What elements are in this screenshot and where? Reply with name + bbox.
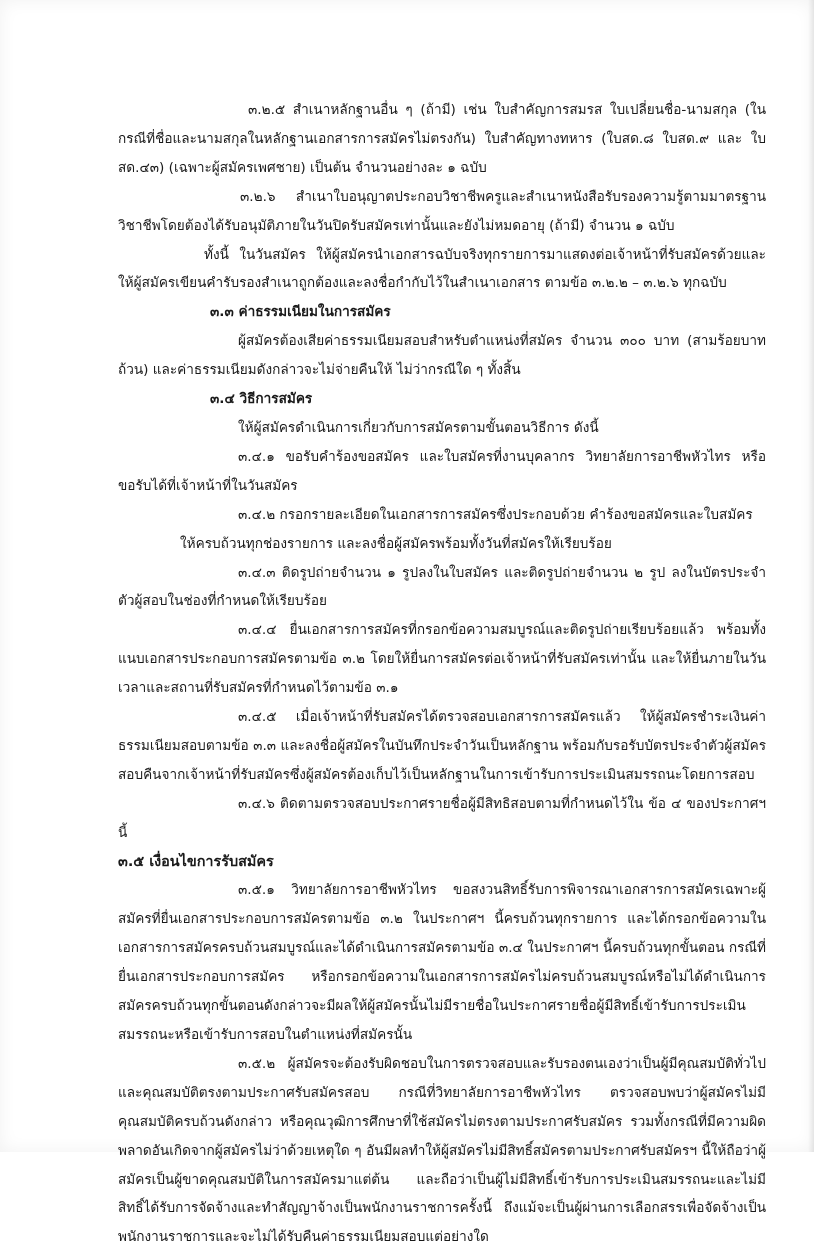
heading-3-5: ๓.๕ เงื่อนไขการรับสมัคร xyxy=(118,853,274,870)
clause-3-5-1: ๓.๕.๑ วิทยาลัยการอาชีพหัวไทร ขอสงวนสิทธิ์รับการพิจารณาเอกสารการสมัครเฉพาะผู้สมัครที่ยื่นเอกสารประกอบการสมัครตามข้อ ๓.๒ ในประกาศฯ นี้ครบถ้วนทุกรายการ และได้กรอกข้อความในเอกสารการสมัครครบถ้วนสมบูรณ์และได้ดำเนินการสมัครตามข้อ ๓.๔ ในประกาศฯ นี้ครบถ้วนทุกขั้นตอน กรณีที่ยื่นเอกสารประกอบการสมัคร หรือกรอกข้อความในเอกสารการสมัครไม่ครบถ้วนสมบูรณ์หรือไม่ได้ดำเนินการสมัครครบถ้วนทุกขั้นตอนดังกล่าวจะมีผลให้ผู้สมัครนั้นไม่มีรายชื่อในประกาศรายชื่อผู้มีสิทธิ์เข้ารับการประเมินสมรรถนะหรือเข้ารับการสอบในตำแหน่งที่สมัครนั้น xyxy=(118,882,766,1043)
document-body xyxy=(118,96,766,1252)
clause-3-4-3: ๓.๔.๓ ติดรูปถ่ายจำนวน ๑ รูปลงในใบสมัคร และติดรูปถ่ายจำนวน ๒ รูป ลงในบัตรประจำตัวผู้สอบในช่องที่กำหนดให้เรียบร้อย xyxy=(118,564,766,610)
heading-3-4: ๓.๔ วิธีการสมัคร xyxy=(210,391,313,408)
clause-3-4-intro: ให้ผู้สมัครดำเนินการเกี่ยวกับการสมัครตามขั้นตอนวิธีการ ดังนี้ xyxy=(238,419,599,436)
clause-3-3-body: ผู้สมัครต้องเสียค่าธรรมเนียมสอบสำหรับตำแหน่งที่สมัคร จำนวน ๓๐๐ บาท (สามร้อยบาทถ้วน) และค่าธรรมเนียมดังกล่าวจะไม่จ่ายคืนให้ ไม่ว่ากรณีใด ๆ ทั้งสิ้น xyxy=(118,333,766,379)
clause-3-5-2: ๓.๕.๒ ผู้สมัครจะต้องรับผิดชอบในการตรวจสอบและรับรองตนเองว่าเป็นผู้มีคุณสมบัติทั่วไปและคุณสมบัติตรงตามประกาศรับสมัครสอบ กรณีที่วิทยาลัยการอาชีพหัวไทร ตรวจสอบพบว่าผู้สมัครไม่มีคุณสมบัติครบถ้วนดังกล่าว หรือคุณวุฒิการศึกษาที่ใช้สมัครไม่ตรงตามประกาศรับสมัคร รวมทั้งกรณีที่มีความผิดพลาดอันเกิดจากผู้สมัครไม่ว่าด้วยเหตุใด ๆ อันมีผลทำให้ผู้สมัครไม่มีสิทธิ์สมัครตามประกาศรับสมัครฯ นี้ให้ถือว่าผู้สมัครเป็นผู้ขาดคุณสมบัติในการสมัครมาแต่ต้น และถือว่าเป็นผู้ไม่มีสิทธิ์เข้ารับการประเมินสมรรถนะและไม่มีสิทธิ์ได้รับการจัดจ้างและทำสัญญาจ้างเป็นพนักงานราชการครั้งนี้ ถึงแม้จะเป็นผู้ผ่านการเลือกสรรเพื่อจัดจ้างเป็นพนักงานราชการและจะไม่ได้รับคืนค่าธรรมเนียมสอบแต่อย่างใด xyxy=(118,1055,766,1246)
clause-3-4-5: ๓.๔.๕ เมื่อเจ้าหน้าที่รับสมัครได้ตรวจสอบเอกสารการสมัครแล้ว ให้ผู้สมัครชำระเงินค่าธรรมเนียมสอบตามข้อ ๓.๓ และลงชื่อผู้สมัครในบันทึกประจำวันเป็นหลักฐาน พร้อมกับรอรับบัตรประจำตัวผู้สมัครสอบคืนจากเจ้าหน้าที่รับสมัครซึ่งผู้สมัครต้องเก็บไว้เป็นหลักฐานในการเข้ารับการประเมินสมรรถนะโดยการสอบ xyxy=(118,709,766,783)
note-paragraph: ทั้งนี้ ในวันสมัคร ให้ผู้สมัครนำเอกสารฉบับจริงทุกรายการมาแสดงต่อเจ้าหน้าที่รับสมัครด้วยและให้ผู้สมัครเขียนคำรับรองสำเนาถูกต้องและลงชื่อกำกับไว้ในสำเนาเอกสาร ตามข้อ ๓.๒.๒ – ๓.๒.๖ ทุกฉบับ xyxy=(118,246,766,292)
clause-3-2-6: ๓.๒.๖ สำเนาใบอนุญาตประกอบวิชาชีพครูและสำเนาหนังสือรับรองความรู้ตามมาตรฐานวิชาชีพโดยต้องได้รับอนุมัติภายในวันปิดรับสมัครเท่านั้นและยังไม่หมดอายุ (ถ้ามี) จำนวน ๑ ฉบับ xyxy=(118,188,766,234)
clause-3-2-5: ๓.๒.๕ สำเนาหลักฐานอื่น ๆ (ถ้ามี) เช่น ใบสำคัญการสมรส ใบเปลี่ยนชื่อ-นามสกุล (ในกรณีที่ชื่อและนามสกุลในหลักฐานเอกสารการสมัครไม่ตรงกัน) ใบสำคัญทางทหาร (ใบสด.๘ ใบสด.๙ และ ใบ สด.๔๓) (เฉพาะผู้สมัครเพศชาย) เป็นต้น จำนวนอย่างละ ๑ ฉบับ xyxy=(118,102,766,176)
clause-3-4-4: ๓.๔.๔ ยื่นเอกสารการสมัครที่กรอกข้อความสมบูรณ์และติดรูปถ่ายเรียบร้อยแล้ว พร้อมทั้งแนบเอกสารประกอบการสมัครตามข้อ ๓.๒ โดยให้ยื่นการสมัครต่อเจ้าหน้าที่รับสมัครเท่านั้น และให้ยื่นภายในวันเวลาและสถานที่รับสมัครที่กำหนดไว้ตามข้อ ๓.๑ xyxy=(118,622,766,697)
clause-3-4-1: ๓.๔.๑ ขอรับคำร้องขอสมัคร และใบสมัครที่งานบุคลากร วิทยาลัยการอาชีพหัวไทร หรือขอรับได้ที่เจ้าหน้าที่ในวันสมัคร xyxy=(118,448,766,494)
scan-edge-shadow xyxy=(808,0,814,1152)
clause-3-4-2-continuation: ให้ครบถ้วนทุกช่องรายการ และลงชื่อผู้สมัครพร้อมทั้งวันที่สมัครให้เรียบร้อย xyxy=(180,535,612,552)
heading-3-3: ๓.๓ ค่าธรรมเนียมในการสมัคร xyxy=(210,304,391,321)
clause-3-4-6: ๓.๔.๖ ติดตามตรวจสอบประกาศรายชื่อผู้มีสิทธิสอบตามที่กำหนดไว้ใน ข้อ ๔ ของประกาศฯ นี้ xyxy=(118,795,766,841)
clause-3-4-2: ๓.๔.๒ กรอกรายละเอียดในเอกสารการสมัครซึ่งประกอบด้วย คำร้องขอสมัครและใบสมัคร xyxy=(238,506,753,523)
